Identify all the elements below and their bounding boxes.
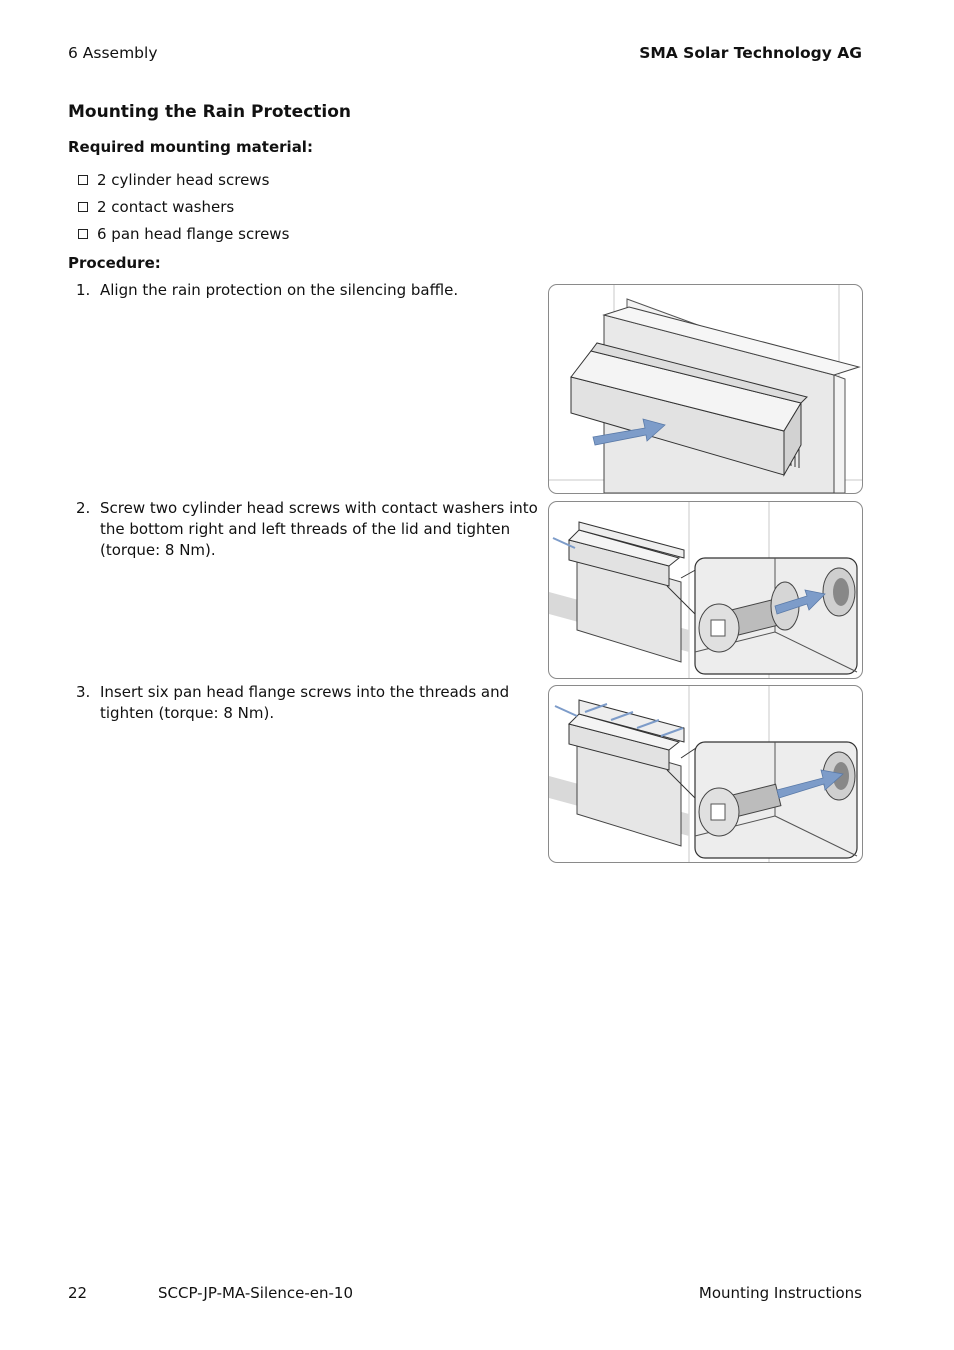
document-type: Mounting Instructions xyxy=(698,1284,862,1302)
procedure-heading: Procedure: xyxy=(68,254,161,272)
material-heading: Required mounting material: xyxy=(68,138,313,156)
material-item: 2 cylinder head screws xyxy=(78,166,289,193)
procedure-step-1: 1. Align the rain protection on the silencing baffle. xyxy=(76,281,459,299)
chapter-header: 6 Assembly xyxy=(68,44,158,62)
figure-cylinder-head-screws xyxy=(548,501,863,679)
document-id: SCCP-JP-MA-Silence-en-10 xyxy=(158,1284,353,1302)
procedure-step-2: 2. Screw two cylinder head screws with contact washers into the bottom right and left threads of the lid and tighten (torque: 8 Nm). xyxy=(76,499,538,559)
page-number: 22 xyxy=(68,1284,88,1302)
checkbox-icon xyxy=(78,175,88,185)
figure-align-rain-protection xyxy=(548,284,863,494)
material-list xyxy=(78,166,289,247)
checkbox-icon xyxy=(78,229,88,239)
company-header: SMA Solar Technology AG xyxy=(639,44,862,62)
figure-pan-head-flange-screws xyxy=(548,685,863,863)
material-item: 6 pan head flange screws xyxy=(78,220,289,247)
procedure-step-3: 3. Insert six pan head flange screws into the threads and tighten (torque: 8 Nm). xyxy=(76,683,510,722)
checkbox-icon xyxy=(78,202,88,212)
material-item: 2 contact washers xyxy=(78,193,289,220)
section-title: Mounting the Rain Protection xyxy=(68,102,352,122)
